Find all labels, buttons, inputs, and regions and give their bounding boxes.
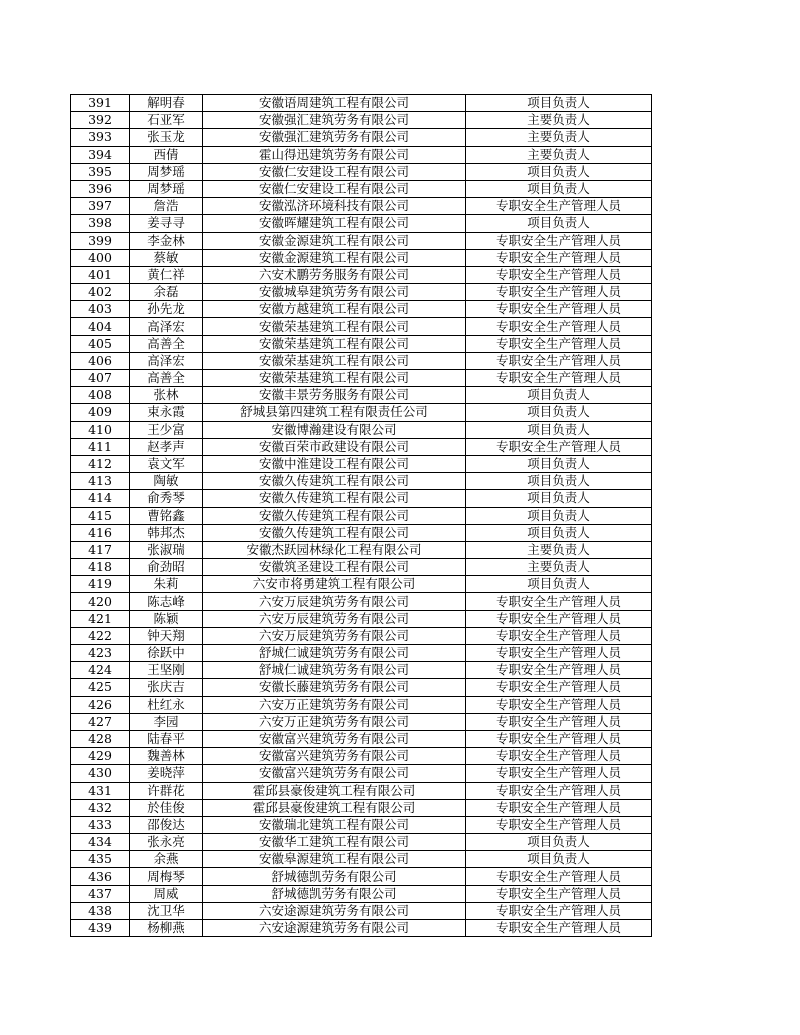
row-number-cell: 409 <box>71 404 130 421</box>
company-name-cell: 安徽杰跃园林绿化工程有限公司 <box>203 541 466 558</box>
role-cell: 专职安全生产管理人员 <box>466 318 652 335</box>
person-name-cell: 陈志峰 <box>130 593 203 610</box>
table-row <box>71 318 652 335</box>
row-number-cell: 397 <box>71 198 130 215</box>
table-row <box>71 730 652 747</box>
row-number-cell: 423 <box>71 645 130 662</box>
role-cell: 专职安全生产管理人员 <box>466 748 652 765</box>
role-cell: 项目负责人 <box>466 387 652 404</box>
table-row <box>71 851 652 868</box>
row-number-cell: 429 <box>71 748 130 765</box>
row-number-cell: 402 <box>71 284 130 301</box>
role-cell: 专职安全生产管理人员 <box>466 266 652 283</box>
company-name-cell: 安徽富兴建筑劳务有限公司 <box>203 748 466 765</box>
table-row <box>71 370 652 387</box>
row-number-cell: 392 <box>71 112 130 129</box>
person-name-cell: 姜寻寻 <box>130 215 203 232</box>
row-number-cell: 433 <box>71 816 130 833</box>
company-name-cell: 六安途源建筑劳务有限公司 <box>203 902 466 919</box>
table-row <box>71 696 652 713</box>
person-name-cell: 张永亮 <box>130 834 203 851</box>
company-name-cell: 安徽瑞北建筑工程有限公司 <box>203 816 466 833</box>
table-row <box>71 301 652 318</box>
row-number-cell: 425 <box>71 679 130 696</box>
role-cell: 专职安全生产管理人员 <box>466 799 652 816</box>
company-name-cell: 安徽久传建筑工程有限公司 <box>203 524 466 541</box>
row-number-cell: 422 <box>71 627 130 644</box>
person-name-cell: 周梦瑶 <box>130 163 203 180</box>
row-number-cell: 411 <box>71 438 130 455</box>
company-name-cell: 安徽荣基建筑工程有限公司 <box>203 318 466 335</box>
role-cell: 专职安全生产管理人员 <box>466 696 652 713</box>
table-row <box>71 902 652 919</box>
table-row <box>71 541 652 558</box>
person-name-cell: 束永霞 <box>130 404 203 421</box>
role-cell: 专职安全生产管理人员 <box>466 868 652 885</box>
row-number-cell: 401 <box>71 266 130 283</box>
person-name-cell: 曹铭鑫 <box>130 507 203 524</box>
company-name-cell: 安徽筑圣建设工程有限公司 <box>203 559 466 576</box>
person-name-cell: 於佳俊 <box>130 799 203 816</box>
role-cell: 专职安全生产管理人员 <box>466 232 652 249</box>
person-name-cell: 许群花 <box>130 782 203 799</box>
person-name-cell: 姜晓萍 <box>130 765 203 782</box>
person-name-cell: 周梅琴 <box>130 868 203 885</box>
company-name-cell: 安徽荣基建筑工程有限公司 <box>203 335 466 352</box>
role-cell: 项目负责人 <box>466 215 652 232</box>
table-row <box>71 95 652 112</box>
person-name-cell: 高泽宏 <box>130 318 203 335</box>
role-cell: 项目负责人 <box>466 95 652 112</box>
person-name-cell: 余磊 <box>130 284 203 301</box>
role-cell: 专职安全生产管理人员 <box>466 198 652 215</box>
table-row <box>71 748 652 765</box>
person-name-cell: 陆春平 <box>130 730 203 747</box>
row-number-cell: 419 <box>71 576 130 593</box>
company-name-cell: 六安万辰建筑劳务有限公司 <box>203 593 466 610</box>
company-name-cell: 舒城仁诚建筑劳务有限公司 <box>203 662 466 679</box>
table-row <box>71 920 652 937</box>
company-name-cell: 安徽仁安建设工程有限公司 <box>203 163 466 180</box>
table-row <box>71 215 652 232</box>
table-row <box>71 593 652 610</box>
company-name-cell: 安徽丰景劳务服务有限公司 <box>203 387 466 404</box>
company-name-cell: 安徽华工建筑工程有限公司 <box>203 834 466 851</box>
company-name-cell: 安徽泓济环境科技有限公司 <box>203 198 466 215</box>
role-cell: 专职安全生产管理人员 <box>466 370 652 387</box>
table-body <box>71 95 652 937</box>
person-name-cell: 黄仁祥 <box>130 266 203 283</box>
table-row <box>71 438 652 455</box>
role-cell: 专职安全生产管理人员 <box>466 335 652 352</box>
role-cell: 项目负责人 <box>466 163 652 180</box>
company-name-cell: 安徽晖耀建筑工程有限公司 <box>203 215 466 232</box>
person-name-cell: 余燕 <box>130 851 203 868</box>
row-number-cell: 435 <box>71 851 130 868</box>
row-number-cell: 405 <box>71 335 130 352</box>
company-name-cell: 六安万辰建筑劳务有限公司 <box>203 627 466 644</box>
row-number-cell: 394 <box>71 146 130 163</box>
table-row <box>71 387 652 404</box>
company-name-cell: 舒城德凯劳务有限公司 <box>203 868 466 885</box>
role-cell: 专职安全生产管理人员 <box>466 249 652 266</box>
row-number-cell: 399 <box>71 232 130 249</box>
company-name-cell: 安徽城皋建筑劳务有限公司 <box>203 284 466 301</box>
company-name-cell: 安徽皋源建筑工程有限公司 <box>203 851 466 868</box>
company-name-cell: 舒城县第四建筑工程有限责任公司 <box>203 404 466 421</box>
company-name-cell: 安徽久传建筑工程有限公司 <box>203 490 466 507</box>
role-cell: 项目负责人 <box>466 404 652 421</box>
company-name-cell: 安徽荣基建筑工程有限公司 <box>203 352 466 369</box>
row-number-cell: 393 <box>71 129 130 146</box>
table-row <box>71 645 652 662</box>
table-row <box>71 455 652 472</box>
table-row <box>71 112 652 129</box>
personnel-table <box>70 94 652 937</box>
person-name-cell: 王少富 <box>130 421 203 438</box>
company-name-cell: 安徽金源建筑工程有限公司 <box>203 232 466 249</box>
row-number-cell: 398 <box>71 215 130 232</box>
table-row <box>71 868 652 885</box>
role-cell: 专职安全生产管理人员 <box>466 662 652 679</box>
company-name-cell: 安徽方越建筑工程有限公司 <box>203 301 466 318</box>
company-name-cell: 安徽金源建筑工程有限公司 <box>203 249 466 266</box>
person-name-cell: 石亚军 <box>130 112 203 129</box>
row-number-cell: 432 <box>71 799 130 816</box>
company-name-cell: 六安万正建筑劳务有限公司 <box>203 713 466 730</box>
row-number-cell: 431 <box>71 782 130 799</box>
role-cell: 项目负责人 <box>466 455 652 472</box>
role-cell: 项目负责人 <box>466 507 652 524</box>
row-number-cell: 406 <box>71 352 130 369</box>
company-name-cell: 六安万辰建筑劳务有限公司 <box>203 610 466 627</box>
company-name-cell: 安徽久传建筑工程有限公司 <box>203 507 466 524</box>
company-name-cell: 安徽中淮建设工程有限公司 <box>203 455 466 472</box>
person-name-cell: 陶敏 <box>130 473 203 490</box>
row-number-cell: 426 <box>71 696 130 713</box>
role-cell: 项目负责人 <box>466 490 652 507</box>
row-number-cell: 418 <box>71 559 130 576</box>
role-cell: 专职安全生产管理人员 <box>466 438 652 455</box>
company-name-cell: 安徽富兴建筑劳务有限公司 <box>203 730 466 747</box>
table-row <box>71 524 652 541</box>
table-row <box>71 163 652 180</box>
table-row <box>71 129 652 146</box>
role-cell: 专职安全生产管理人员 <box>466 902 652 919</box>
role-cell: 专职安全生产管理人员 <box>466 610 652 627</box>
person-name-cell: 朱莉 <box>130 576 203 593</box>
role-cell: 专职安全生产管理人员 <box>466 352 652 369</box>
role-cell: 主要负责人 <box>466 541 652 558</box>
role-cell: 专职安全生产管理人员 <box>466 645 652 662</box>
role-cell: 专职安全生产管理人员 <box>466 885 652 902</box>
row-number-cell: 434 <box>71 834 130 851</box>
company-name-cell: 安徽强汇建筑劳务有限公司 <box>203 112 466 129</box>
company-name-cell: 安徽博瀚建设有限公司 <box>203 421 466 438</box>
person-name-cell: 解明春 <box>130 95 203 112</box>
person-name-cell: 周梦瑶 <box>130 180 203 197</box>
role-cell: 专职安全生产管理人员 <box>466 782 652 799</box>
role-cell: 项目负责人 <box>466 180 652 197</box>
role-cell: 主要负责人 <box>466 112 652 129</box>
role-cell: 主要负责人 <box>466 129 652 146</box>
row-number-cell: 403 <box>71 301 130 318</box>
person-name-cell: 王坚刚 <box>130 662 203 679</box>
company-name-cell: 安徽长藤建筑劳务有限公司 <box>203 679 466 696</box>
person-name-cell: 钟天翔 <box>130 627 203 644</box>
person-name-cell: 陈颖 <box>130 610 203 627</box>
role-cell: 专职安全生产管理人员 <box>466 816 652 833</box>
company-name-cell: 霍邱县豪俊建筑工程有限公司 <box>203 799 466 816</box>
table-row <box>71 662 652 679</box>
table-row <box>71 421 652 438</box>
row-number-cell: 391 <box>71 95 130 112</box>
person-name-cell: 周威 <box>130 885 203 902</box>
row-number-cell: 421 <box>71 610 130 627</box>
role-cell: 项目负责人 <box>466 576 652 593</box>
company-name-cell: 霍邱县豪俊建筑工程有限公司 <box>203 782 466 799</box>
table-row <box>71 834 652 851</box>
person-name-cell: 张庆吉 <box>130 679 203 696</box>
company-name-cell: 安徽仁安建设工程有限公司 <box>203 180 466 197</box>
row-number-cell: 408 <box>71 387 130 404</box>
person-name-cell: 詹浩 <box>130 198 203 215</box>
person-name-cell: 赵孝声 <box>130 438 203 455</box>
person-name-cell: 俞秀琴 <box>130 490 203 507</box>
table-row <box>71 146 652 163</box>
person-name-cell: 邵俊达 <box>130 816 203 833</box>
person-name-cell: 杨柳燕 <box>130 920 203 937</box>
company-name-cell: 安徽强汇建筑劳务有限公司 <box>203 129 466 146</box>
table-row <box>71 284 652 301</box>
row-number-cell: 427 <box>71 713 130 730</box>
person-name-cell: 袁文军 <box>130 455 203 472</box>
company-name-cell: 六安途源建筑劳务有限公司 <box>203 920 466 937</box>
row-number-cell: 439 <box>71 920 130 937</box>
table-row <box>71 490 652 507</box>
company-name-cell: 六安市将勇建筑工程有限公司 <box>203 576 466 593</box>
company-name-cell: 六安术鹏劳务服务有限公司 <box>203 266 466 283</box>
person-name-cell: 高善全 <box>130 335 203 352</box>
table-row <box>71 266 652 283</box>
person-name-cell: 西倩 <box>130 146 203 163</box>
company-name-cell: 安徽百荣市政建设有限公司 <box>203 438 466 455</box>
person-name-cell: 韩邦杰 <box>130 524 203 541</box>
role-cell: 专职安全生产管理人员 <box>466 301 652 318</box>
row-number-cell: 412 <box>71 455 130 472</box>
person-name-cell: 张林 <box>130 387 203 404</box>
table-row <box>71 473 652 490</box>
person-name-cell: 徐跃中 <box>130 645 203 662</box>
role-cell: 主要负责人 <box>466 559 652 576</box>
table-row <box>71 507 652 524</box>
company-name-cell: 霍山得迅建筑劳务有限公司 <box>203 146 466 163</box>
row-number-cell: 414 <box>71 490 130 507</box>
role-cell: 专职安全生产管理人员 <box>466 593 652 610</box>
row-number-cell: 416 <box>71 524 130 541</box>
row-number-cell: 436 <box>71 868 130 885</box>
person-name-cell: 杜红永 <box>130 696 203 713</box>
role-cell: 项目负责人 <box>466 851 652 868</box>
row-number-cell: 407 <box>71 370 130 387</box>
row-number-cell: 428 <box>71 730 130 747</box>
role-cell: 专职安全生产管理人员 <box>466 284 652 301</box>
role-cell: 主要负责人 <box>466 146 652 163</box>
row-number-cell: 430 <box>71 765 130 782</box>
row-number-cell: 400 <box>71 249 130 266</box>
person-name-cell: 蔡敏 <box>130 249 203 266</box>
company-name-cell: 安徽荣基建筑工程有限公司 <box>203 370 466 387</box>
company-name-cell: 安徽久传建筑工程有限公司 <box>203 473 466 490</box>
table-row <box>71 198 652 215</box>
role-cell: 专职安全生产管理人员 <box>466 679 652 696</box>
table-row <box>71 335 652 352</box>
person-name-cell: 张淑瑞 <box>130 541 203 558</box>
table-row <box>71 576 652 593</box>
table-row <box>71 713 652 730</box>
table-row <box>71 232 652 249</box>
person-name-cell: 李园 <box>130 713 203 730</box>
role-cell: 项目负责人 <box>466 421 652 438</box>
person-name-cell: 张玉龙 <box>130 129 203 146</box>
row-number-cell: 417 <box>71 541 130 558</box>
person-name-cell: 高善全 <box>130 370 203 387</box>
row-number-cell: 410 <box>71 421 130 438</box>
table-row <box>71 627 652 644</box>
company-name-cell: 安徽语周建筑工程有限公司 <box>203 95 466 112</box>
table-row <box>71 679 652 696</box>
role-cell: 项目负责人 <box>466 473 652 490</box>
row-number-cell: 413 <box>71 473 130 490</box>
person-name-cell: 李金林 <box>130 232 203 249</box>
row-number-cell: 437 <box>71 885 130 902</box>
company-name-cell: 安徽富兴建筑劳务有限公司 <box>203 765 466 782</box>
table-row <box>71 404 652 421</box>
person-name-cell: 沈卫华 <box>130 902 203 919</box>
row-number-cell: 415 <box>71 507 130 524</box>
table-row <box>71 610 652 627</box>
table-row <box>71 816 652 833</box>
row-number-cell: 420 <box>71 593 130 610</box>
table-row <box>71 799 652 816</box>
table-row <box>71 180 652 197</box>
role-cell: 项目负责人 <box>466 834 652 851</box>
person-name-cell: 高泽宏 <box>130 352 203 369</box>
table-row <box>71 885 652 902</box>
row-number-cell: 404 <box>71 318 130 335</box>
role-cell: 项目负责人 <box>466 524 652 541</box>
role-cell: 专职安全生产管理人员 <box>466 627 652 644</box>
role-cell: 专职安全生产管理人员 <box>466 730 652 747</box>
table-row <box>71 782 652 799</box>
company-name-cell: 舒城仁诚建筑劳务有限公司 <box>203 645 466 662</box>
row-number-cell: 396 <box>71 180 130 197</box>
person-name-cell: 孙先龙 <box>130 301 203 318</box>
table-row <box>71 559 652 576</box>
company-name-cell: 六安万正建筑劳务有限公司 <box>203 696 466 713</box>
row-number-cell: 438 <box>71 902 130 919</box>
table-row <box>71 352 652 369</box>
table-row <box>71 249 652 266</box>
role-cell: 专职安全生产管理人员 <box>466 920 652 937</box>
row-number-cell: 424 <box>71 662 130 679</box>
person-name-cell: 魏善林 <box>130 748 203 765</box>
table-row <box>71 765 652 782</box>
company-name-cell: 舒城德凯劳务有限公司 <box>203 885 466 902</box>
role-cell: 专职安全生产管理人员 <box>466 713 652 730</box>
row-number-cell: 395 <box>71 163 130 180</box>
person-name-cell: 俞劲昭 <box>130 559 203 576</box>
role-cell: 专职安全生产管理人员 <box>466 765 652 782</box>
